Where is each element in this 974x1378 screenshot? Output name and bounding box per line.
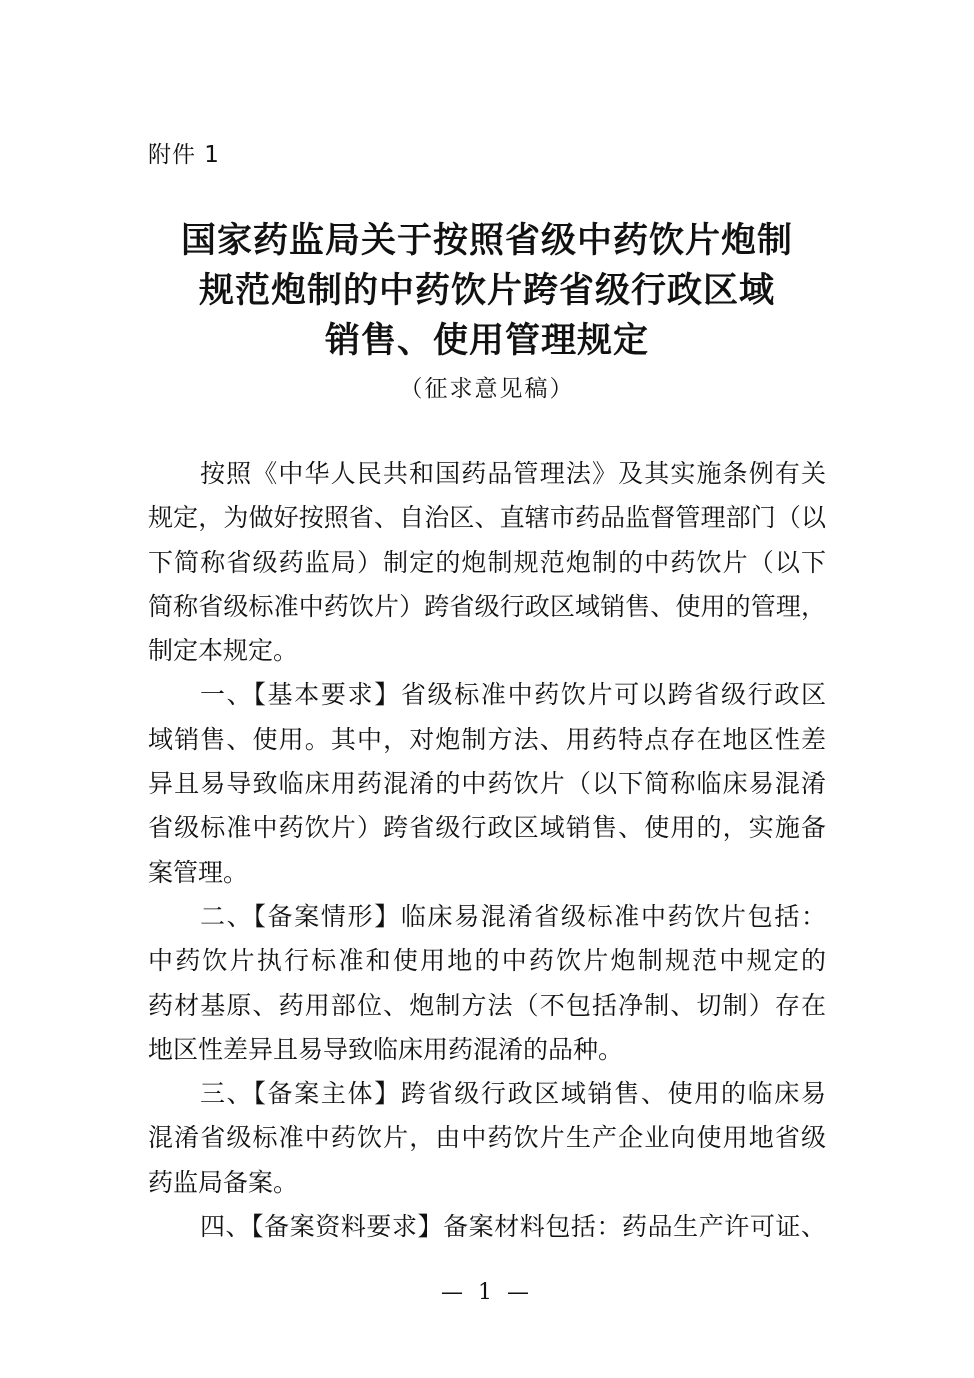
- body-line: 地区性差异且易导致临床用药混淆的品种。: [148, 1034, 624, 1064]
- body-line: 药监局备案。: [148, 1167, 299, 1197]
- body-line: 规定，为做好按照省、自治区、直辖市药品监督管理部门（以: [148, 503, 826, 533]
- body-line: 中药饮片执行标准和使用地的中药饮片炮制规范中规定的: [148, 946, 826, 976]
- document-title: [110, 216, 864, 366]
- title-line: 销售、使用管理规定: [324, 320, 649, 361]
- body-line: 简称省级标准中药饮片）跨省级行政区域销售、使用的管理，: [148, 591, 826, 621]
- body-line: 三、【备案主体】跨省级行政区域销售、使用的临床易: [200, 1079, 826, 1109]
- title-line: 规范炮制的中药饮片跨省级行政区域: [198, 270, 775, 311]
- body-line: 按照《中华人民共和国药品管理法》及其实施条例有关: [200, 459, 826, 488]
- body-line: 省级标准中药饮片）跨省级行政区域销售、使用的，实施备: [148, 813, 826, 843]
- body-line: 药材基原、药用部位、炮制方法（不包括净制、切制）存在: [148, 990, 826, 1020]
- body-line: 下简称省级药监局）制定的炮制规范炮制的中药饮片（以下: [148, 547, 826, 577]
- document-body: [148, 452, 826, 1249]
- body-line: 混淆省级标准中药饮片，由中药饮片生产企业向使用地省级: [148, 1123, 826, 1153]
- body-line: 一、【基本要求】省级标准中药饮片可以跨省级行政区: [200, 680, 826, 710]
- body-line: 四、【备案资料要求】备案材料包括：药品生产许可证、: [200, 1212, 826, 1242]
- body-line: 二、【备案情形】临床易混淆省级标准中药饮片包括：: [200, 901, 826, 931]
- body-line: 域销售、使用。其中，对炮制方法、用药特点存在地区性差: [148, 724, 826, 754]
- body-line: 制定本规定。: [148, 636, 299, 666]
- attachment-label: 附件 1: [148, 142, 220, 168]
- document-subtitle: （征求意见稿）: [399, 376, 575, 402]
- title-line: 国家药监局关于按照省级中药饮片炮制: [180, 220, 793, 261]
- body-line: 案管理。: [148, 857, 249, 887]
- body-line: 异且易导致临床用药混淆的中药饮片（以下简称临床易混淆: [148, 769, 826, 799]
- page-number: — 1 —: [441, 1280, 533, 1305]
